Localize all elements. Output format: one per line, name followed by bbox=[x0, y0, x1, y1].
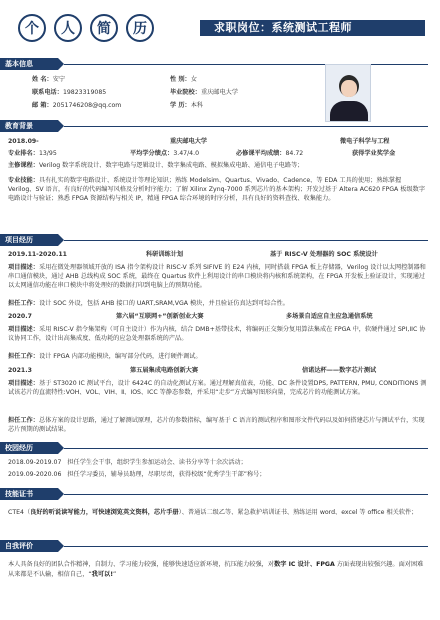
evaluation-highlight: 我可以! bbox=[91, 571, 114, 578]
section-education-header bbox=[0, 120, 440, 132]
section-divider bbox=[64, 126, 428, 127]
rank-label: 专业排名： bbox=[8, 150, 39, 157]
school-value: 重庆邮电大学 bbox=[200, 89, 239, 96]
skills-text: ）、普通话二级乙等、紧急救护培训证书、熟练运用 word、excel 等 office 相关软件； bbox=[178, 509, 418, 516]
skills-value: 具有扎实的数字电路设计、系统设计等理论知识；熟练 Modelsim、Quartus、Vivado、Cadence、等 EDA 工具的使用；熟练掌握 Verilog、SV 语言，有良好的代码编写风格及分析时序能力；了解 Xilinx Zynq-7000 系列芯片的基本架构；开发过基于 Altera AC620 FPGA 板级数字电路设计与验证；熟悉 FPGA 资源结构与相关 IP，精通 FPGA 综合环境的时序分析，具有良好的资料查找、收集能力。 bbox=[8, 177, 426, 202]
name-label: 姓 名： bbox=[32, 76, 53, 83]
education-school: 重庆邮电大学 bbox=[170, 138, 208, 145]
section-evaluation-header bbox=[0, 540, 440, 552]
scholarship: 获得学业奖学金 bbox=[352, 150, 396, 157]
phone-label: 联系电话： bbox=[32, 89, 63, 96]
description-label: 项目描述： bbox=[8, 326, 39, 333]
gpa-row bbox=[130, 150, 199, 158]
campus-text: 担任学生会干事，组织学生参加运动会、读书分享等十余次活动； bbox=[67, 459, 247, 466]
degree-label: 学 历： bbox=[170, 102, 191, 109]
project-role bbox=[8, 416, 428, 434]
evaluation-text: 本人具备良好的团队合作精神，自制力、学习能力较强，能够快速适应新环境，抗压能力较强，对 bbox=[8, 561, 275, 568]
project-name: 多场景自适应自主应急通信系统 bbox=[286, 313, 373, 320]
section-divider bbox=[64, 546, 428, 547]
section-divider bbox=[64, 240, 428, 241]
description-label: 项目描述： bbox=[8, 380, 39, 387]
rank-value: 13/95 bbox=[38, 150, 57, 157]
resume-header bbox=[0, 0, 440, 58]
project-title: 科研训练计划 bbox=[146, 251, 184, 258]
email-value: 2051746208@qq.com bbox=[52, 102, 122, 109]
project-title: 第五届集成电路创新大赛 bbox=[130, 367, 199, 374]
section-title: 自我评价 bbox=[0, 540, 58, 552]
email-label: 邮 箱： bbox=[32, 102, 53, 109]
description-text: 采用在微处理器领域开放的 ISA 指令架构设计 RISC-V 系列 SIFIVE 的 E24 内核，同时搭载 FPGA 板上存储器，Verilog 设计以太网控制器和串口通信模块，通过 AHB 总线构成 SOC 系统，最终在 Quartus 软件上利用设计的串口模块将内核和系统架构，在 FPGA 开发板上验证设计，实现通过以太网通信功能在串口模块中将处理好的数据打印到电脑上的预期功能。 bbox=[8, 264, 426, 289]
campus-item bbox=[8, 471, 266, 479]
campus-text: 担任学习委员，辅导员助理，尽职尽责，获得校级“优秀学生干部”称号； bbox=[67, 471, 266, 478]
project-date: 2020.7 bbox=[8, 313, 32, 320]
title-char: 人 bbox=[54, 14, 82, 42]
evaluation-highlight: 数字 IC 设计、FPGA bbox=[274, 561, 335, 568]
courses-value: Verilog 数字系统设计、数字电路与逻辑设计、数字集成电路、模拟集成电路、通信电子电路等； bbox=[38, 162, 304, 169]
school-row bbox=[170, 89, 238, 97]
role-label: 担任工作： bbox=[8, 300, 39, 307]
title-char: 简 bbox=[90, 14, 118, 42]
title-char: 个 bbox=[18, 14, 46, 42]
name-value: 安宁 bbox=[52, 76, 66, 83]
section-title: 项目经历 bbox=[0, 234, 58, 246]
project-name: 基于 RISC-V 处理器的 SOC 系统设计 bbox=[270, 251, 378, 258]
project-date: 2019.11-2020.11 bbox=[8, 251, 67, 258]
description-label: 项目描述： bbox=[8, 264, 39, 271]
section-divider bbox=[64, 64, 428, 65]
profile-photo bbox=[325, 64, 371, 122]
evaluation-text: ” bbox=[113, 571, 117, 578]
section-divider bbox=[64, 494, 428, 495]
section-divider bbox=[64, 448, 428, 449]
gender-value: 女 bbox=[190, 76, 197, 83]
description-text: 采用 RISC-V 指令集架构（可自主设计）作为内核，结合 DMB+基带技术，将编码正交频分复用算法集成在 FPGA 中，软硬件通过 SPI,IIC 协议协同工作，设计出高集成度、低功耗的应急处理器系统的产品。 bbox=[8, 326, 426, 342]
campus-date: 2018.09-2019.07 bbox=[8, 459, 62, 466]
evaluation-text: 方面表现出较强兴趣。面对困难从来都是不认输，相信自己，“ bbox=[8, 561, 424, 578]
degree-value: 本科 bbox=[190, 102, 204, 109]
job-title: 求职岗位：系统测试工程师 bbox=[214, 21, 352, 34]
phone-row bbox=[32, 89, 106, 97]
section-title: 技能证书 bbox=[0, 488, 58, 500]
section-campus-header bbox=[0, 442, 440, 454]
title-char: 历 bbox=[126, 14, 154, 42]
project-role bbox=[8, 353, 428, 361]
role-text: 总体方案的设计思路，通过了解测试原理，芯片的参数指标，编写基于 C 语言的测试程序和图形文件代码以及如何搭建芯片与测试平台，实现芯片预期的测试结果。 bbox=[8, 417, 425, 433]
self-evaluation bbox=[8, 560, 428, 580]
project-title: 第六届“互联网+”创新创业大赛 bbox=[116, 313, 204, 320]
education-major: 微电子科学与工程 bbox=[340, 138, 390, 145]
gpa-label: 平均学分绩点： bbox=[130, 150, 174, 157]
project-role bbox=[8, 300, 428, 308]
skills-row bbox=[8, 176, 428, 203]
email-row bbox=[32, 102, 121, 110]
education-date: 2018.09- bbox=[8, 138, 39, 145]
gender-label: 性 别： bbox=[170, 76, 191, 83]
phone-value: 19823319085 bbox=[62, 89, 107, 96]
section-basic-header bbox=[0, 58, 440, 70]
score-value: 84.72 bbox=[285, 150, 304, 157]
project-date: 2021.3 bbox=[8, 367, 32, 374]
degree-row bbox=[170, 102, 203, 110]
role-text: 设计 FPGA 内部功能模块，编写部分代码，进行硬件调试。 bbox=[38, 353, 202, 360]
project-name: 信诺达杯——数字芯片测试 bbox=[302, 367, 377, 374]
campus-date: 2019.09-2020.06 bbox=[8, 471, 62, 478]
skills-label: 专业技能： bbox=[8, 177, 39, 184]
rank-row bbox=[8, 150, 57, 158]
score-row bbox=[236, 150, 303, 158]
role-label: 担任工作： bbox=[8, 417, 39, 424]
section-title: 校园经历 bbox=[0, 442, 58, 454]
project-description bbox=[8, 379, 428, 397]
section-projects-header bbox=[0, 234, 440, 246]
project-description bbox=[8, 263, 428, 290]
role-label: 担任工作： bbox=[8, 353, 39, 360]
role-text: 设计 SOC 外设，包括 AHB 接口的 UART,SRAM,VGA 模块，并且验证仿真达到可综合性。 bbox=[38, 300, 289, 307]
section-title: 基本信息 bbox=[0, 58, 58, 70]
gender-row bbox=[170, 76, 197, 84]
skills-text: CTE4（ bbox=[8, 509, 31, 516]
section-skills-header bbox=[0, 488, 440, 500]
campus-item bbox=[8, 459, 247, 467]
courses-row bbox=[8, 162, 428, 170]
skills-highlight: 良好的听说读写能力，可快速浏览英文资料，芯片手册 bbox=[30, 509, 179, 516]
score-label: 必修课平均成绩： bbox=[236, 150, 286, 157]
gpa-value: 3.47/4.0 bbox=[173, 150, 200, 157]
title-characters bbox=[18, 14, 154, 42]
section-title: 教育背景 bbox=[0, 120, 58, 132]
courses-label: 主修课程： bbox=[8, 162, 39, 169]
project-description bbox=[8, 325, 428, 343]
description-text: 基于 ST3020 IC 测试平台，设计 6424C 的自动化测试方案。通过理解真值表，功能、DC 条件设置DPS, PATTERN, PMU, CONDITIONS 测试该芯片的直流特性:VOH、VOL、VIH、Ⅱ、IOS、ICC 等静态参数，并采用“走步”方式编写图形向量，完成芯片的功能测试方案。 bbox=[8, 380, 427, 396]
skills-certificates bbox=[8, 508, 428, 518]
name-row bbox=[32, 76, 65, 84]
school-label: 毕业院校： bbox=[170, 89, 201, 96]
